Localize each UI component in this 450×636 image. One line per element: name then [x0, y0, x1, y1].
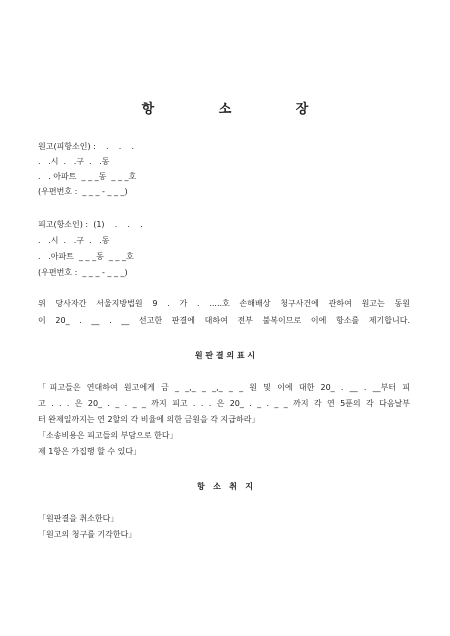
appeal-line: 「원고의 청구를 기각한다」 — [38, 530, 137, 539]
ruling-line: 터 완제일까지는 연 2할의 각 비율에 의한 금원을 각 지급하라」 — [38, 415, 260, 424]
defendant-address-line1: . .시 . .구 . .동 — [38, 236, 110, 245]
ruling-line: 「소송비용은 피고들의 부담으로 한다」 — [38, 431, 178, 440]
document-title: 항 소 장 — [141, 102, 339, 117]
intro-line-1: 위 당사자간 서울지방법원 9 . 가 . .....호 손해배상 청구사건에 관하여 원고는 동원 — [38, 299, 410, 308]
section-title-original-judgment: 원 판 결 의 표 시 — [194, 351, 256, 360]
ruling-line: 「피고들은 연대하여 원고에게 금 _ _,_ _ _,_ _ _ 원 및 이에 대한 20_ . __ . __부터 피 — [38, 383, 410, 392]
plaintiff-zip: (우편번호 : _ _ _ - _ _ _) — [38, 187, 128, 196]
defendant-address-line2: . .아파트 _ _ _동 _ _ _호 — [38, 252, 134, 261]
appeal-line: 「원판결을 취소한다」 — [38, 514, 119, 523]
intro-line-2: 이 20_ . __ . __ 선고한 판결에 대하여 전부 불복이므로 이에 항소를 제기합니다. — [38, 316, 410, 325]
defendant-zip: (우편번호 : _ _ _ - _ _ _) — [38, 268, 128, 277]
ruling-line: 고 . . . 은 20_ . _ . _ _ 까지 피고 . . . 은 20_ . _ . _ _ 까지 각 연 5푼의 각 다음날부 — [38, 399, 410, 408]
plaintiff-label: 원고(피항소인) : . . . — [38, 142, 134, 151]
ruling-line: 제 1항은 가집행 할 수 있다」 — [38, 447, 142, 456]
plaintiff-address-line2: . . 아파트 _ _ _동 _ _ _호 — [38, 172, 137, 181]
section-title-appeal-purpose: 항 소 취 지 — [197, 482, 253, 491]
plaintiff-address-line1: . .시 . .구 . .동 — [38, 157, 110, 166]
defendant-label: 피고(항소인) : (1) . . . — [38, 220, 143, 229]
